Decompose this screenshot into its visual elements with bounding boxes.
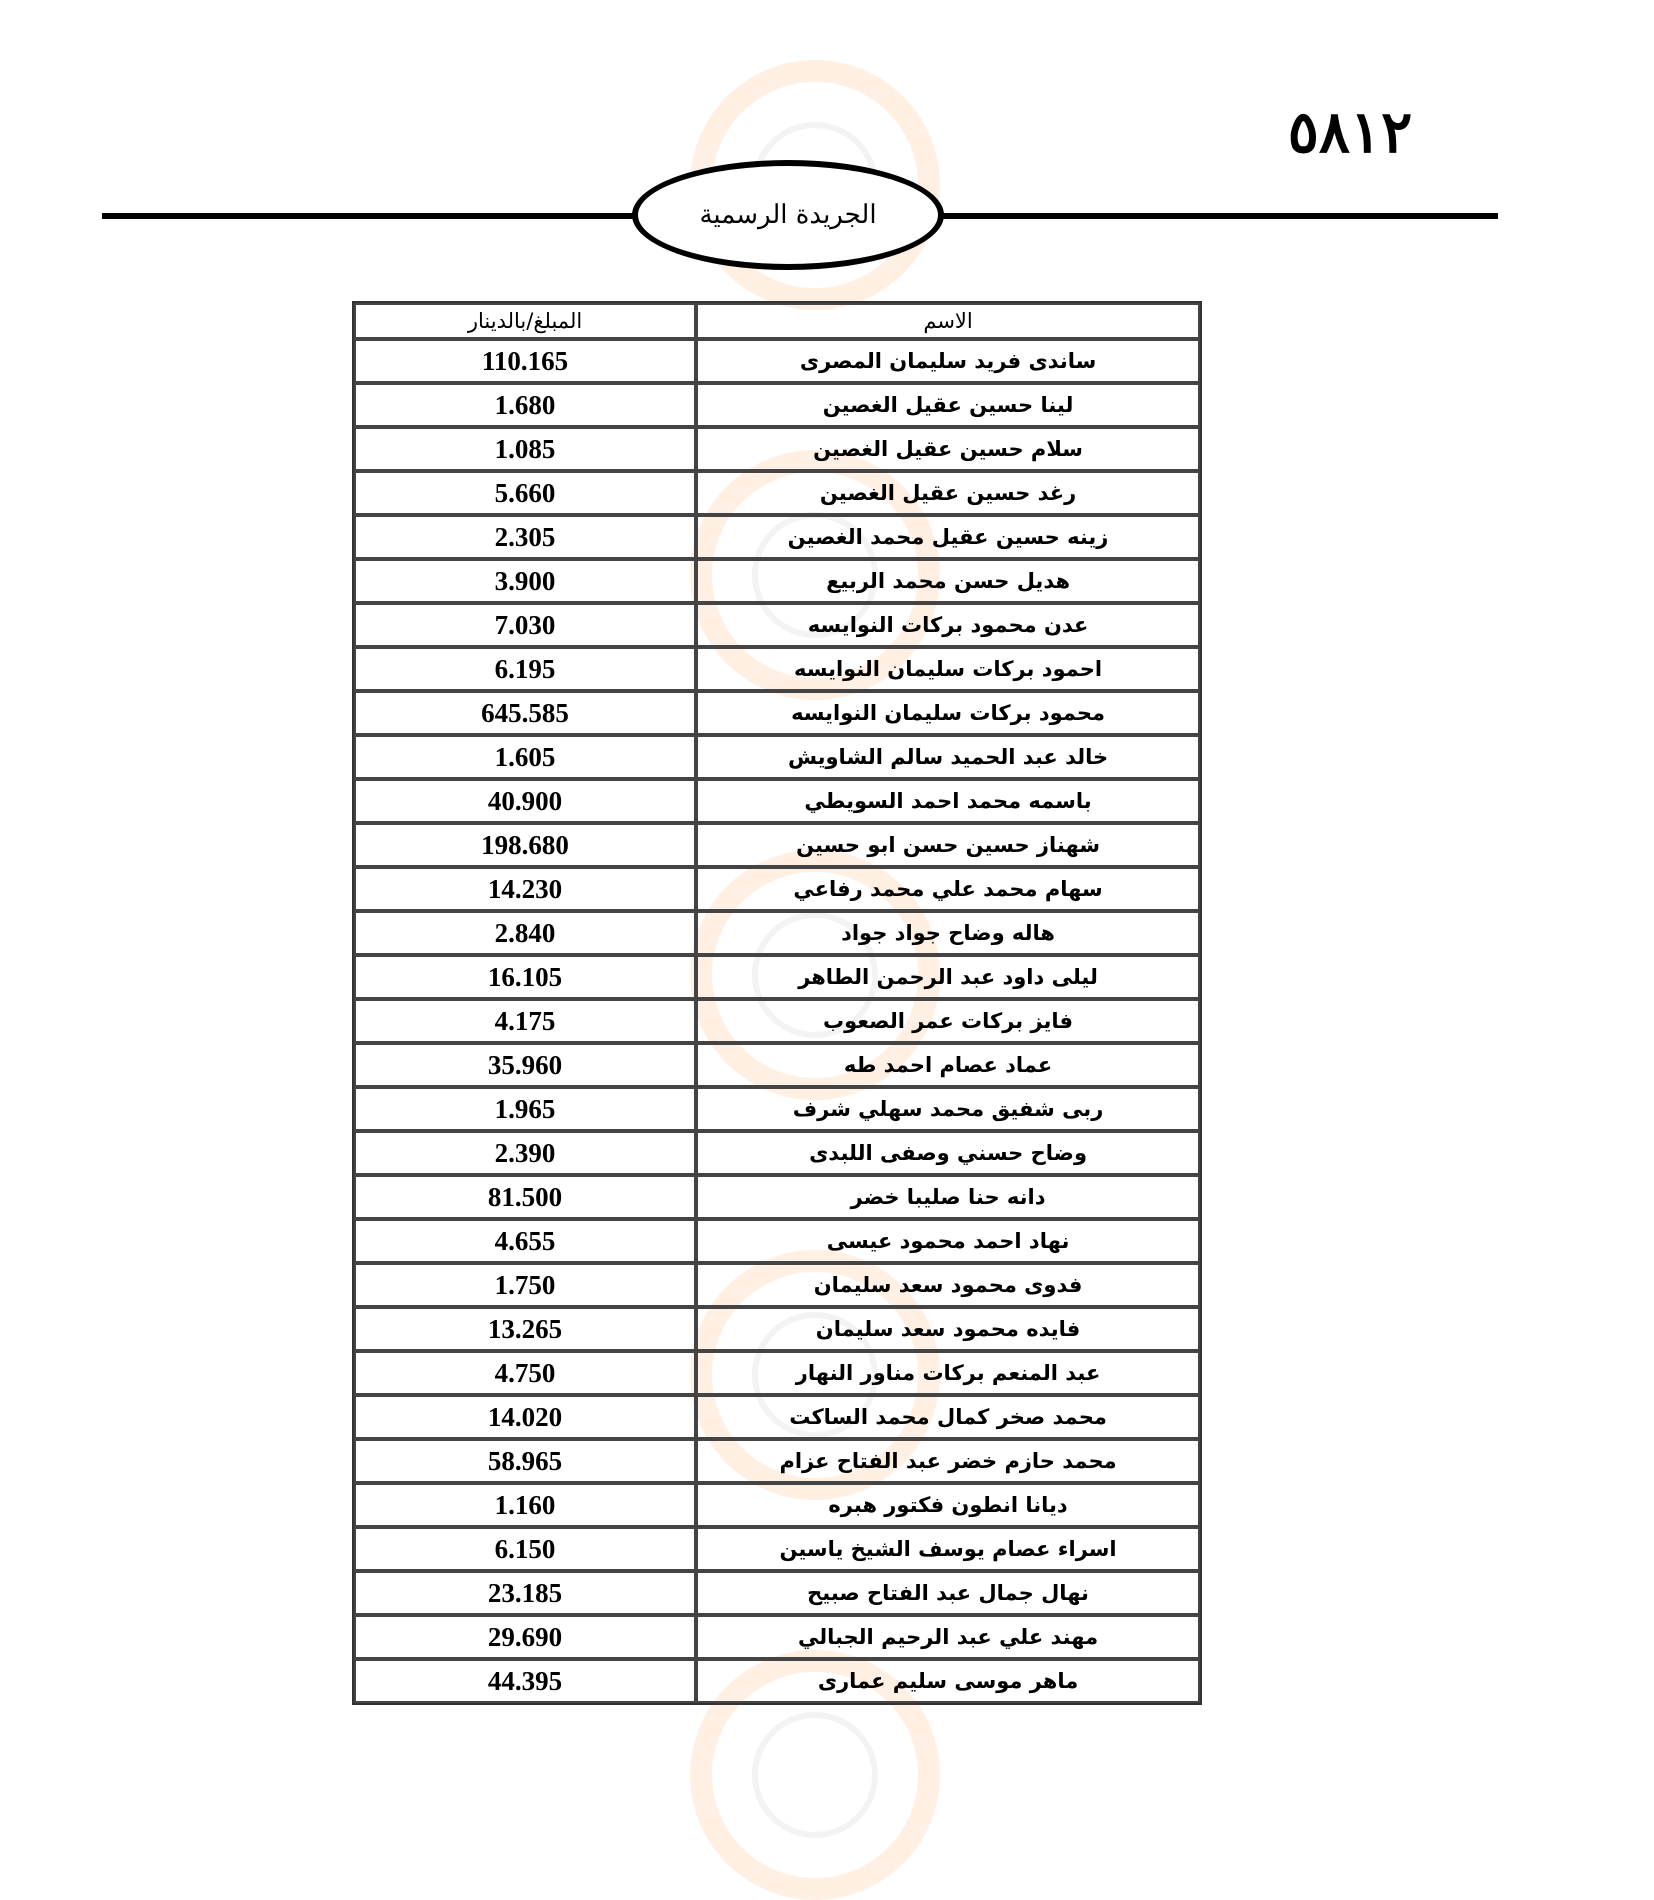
row-name: ساندى فريد سليمان المصرى: [696, 339, 1200, 383]
table-row: [354, 383, 1200, 427]
row-amount: 29.690: [354, 1615, 696, 1659]
row-amount: 4.655: [354, 1219, 696, 1263]
row-amount: 4.175: [354, 999, 696, 1043]
table-row: [354, 1527, 1200, 1571]
row-name: سهام محمد علي محمد رفاعي: [696, 867, 1200, 911]
row-amount: 6.195: [354, 647, 696, 691]
table-body: [354, 339, 1200, 1703]
row-amount: 198.680: [354, 823, 696, 867]
table-row: [354, 1087, 1200, 1131]
table-row: [354, 867, 1200, 911]
table-row: [354, 1659, 1200, 1703]
row-name: محمود بركات سليمان النوايسه: [696, 691, 1200, 735]
table-row: [354, 1263, 1200, 1307]
row-name: عدن محمود بركات النوايسه: [696, 603, 1200, 647]
row-amount: 6.150: [354, 1527, 696, 1571]
table-row: [354, 471, 1200, 515]
row-amount: 44.395: [354, 1659, 696, 1703]
table-row: [354, 1219, 1200, 1263]
row-name: فايز بركات عمر الصعوب: [696, 999, 1200, 1043]
row-amount: 1.160: [354, 1483, 696, 1527]
row-name: لينا حسين عقيل الغصين: [696, 383, 1200, 427]
row-amount: 1.750: [354, 1263, 696, 1307]
table-row: [354, 955, 1200, 999]
row-amount: 7.030: [354, 603, 696, 647]
row-amount: 16.105: [354, 955, 696, 999]
row-amount: 13.265: [354, 1307, 696, 1351]
header-amount: المبلغ/بالدينار: [354, 303, 696, 339]
row-name: باسمه محمد احمد السويطي: [696, 779, 1200, 823]
table-row: [354, 559, 1200, 603]
row-amount: 645.585: [354, 691, 696, 735]
row-amount: 110.165: [354, 339, 696, 383]
row-name: رغد حسين عقيل الغصين: [696, 471, 1200, 515]
row-name: وضاح حسني وصفى اللبدى: [696, 1131, 1200, 1175]
row-name: احمود بركات سليمان النوايسه: [696, 647, 1200, 691]
row-name: زينه حسين عقيل محمد الغصين: [696, 515, 1200, 559]
row-name: ديانا انطون فكتور هبره: [696, 1483, 1200, 1527]
row-amount: 1.605: [354, 735, 696, 779]
table-row: [354, 427, 1200, 471]
table-row: [354, 911, 1200, 955]
table-row: [354, 1131, 1200, 1175]
row-name: عبد المنعم بركات مناور النهار: [696, 1351, 1200, 1395]
table-row: [354, 647, 1200, 691]
table-row: [354, 1439, 1200, 1483]
row-amount: 1.680: [354, 383, 696, 427]
row-amount: 2.840: [354, 911, 696, 955]
amounts-table: [352, 301, 1202, 1705]
row-name: دانه حنا صليبا خضر: [696, 1175, 1200, 1219]
row-name: عماد عصام احمد طه: [696, 1043, 1200, 1087]
row-name: ماهر موسى سليم عمارى: [696, 1659, 1200, 1703]
row-amount: 23.185: [354, 1571, 696, 1615]
row-amount: 14.230: [354, 867, 696, 911]
row-name: هاله وضاح جواد جواد: [696, 911, 1200, 955]
row-name: ليلى داود عبد الرحمن الطاهر: [696, 955, 1200, 999]
row-name: محمد صخر كمال محمد الساكت: [696, 1395, 1200, 1439]
row-name: ربى شفيق محمد سهلي شرف: [696, 1087, 1200, 1131]
table-row: [354, 1395, 1200, 1439]
table-header-row: [354, 303, 1200, 339]
row-amount: 4.750: [354, 1351, 696, 1395]
row-name: نهال جمال عبد الفتاح صبيح: [696, 1571, 1200, 1615]
row-amount: 40.900: [354, 779, 696, 823]
table-row: [354, 1043, 1200, 1087]
table-row: [354, 999, 1200, 1043]
masthead-title: الجريدة الرسمية: [632, 160, 944, 270]
table-row: [354, 515, 1200, 559]
table-row: [354, 603, 1200, 647]
row-amount: 2.390: [354, 1131, 696, 1175]
row-name: مهند علي عبد الرحيم الجبالي: [696, 1615, 1200, 1659]
row-name: فايده محمود سعد سليمان: [696, 1307, 1200, 1351]
table-row: [354, 1175, 1200, 1219]
row-name: سلام حسين عقيل الغصين: [696, 427, 1200, 471]
row-name: فدوى محمود سعد سليمان: [696, 1263, 1200, 1307]
row-amount: 58.965: [354, 1439, 696, 1483]
row-amount: 35.960: [354, 1043, 696, 1087]
row-amount: 1.085: [354, 427, 696, 471]
row-name: خالد عبد الحميد سالم الشاويش: [696, 735, 1200, 779]
row-amount: 3.900: [354, 559, 696, 603]
row-name: محمد حازم خضر عبد الفتاح عزام: [696, 1439, 1200, 1483]
row-amount: 5.660: [354, 471, 696, 515]
table-row: [354, 735, 1200, 779]
table-row: [354, 691, 1200, 735]
row-amount: 14.020: [354, 1395, 696, 1439]
row-name: هديل حسن محمد الربيع: [696, 559, 1200, 603]
table-row: [354, 1307, 1200, 1351]
table-row: [354, 779, 1200, 823]
table-row: [354, 823, 1200, 867]
row-amount: 81.500: [354, 1175, 696, 1219]
table-row: [354, 1615, 1200, 1659]
row-name: اسراء عصام يوسف الشيخ ياسين: [696, 1527, 1200, 1571]
table-row: [354, 1351, 1200, 1395]
table-row: [354, 1571, 1200, 1615]
row-amount: 2.305: [354, 515, 696, 559]
row-amount: 1.965: [354, 1087, 696, 1131]
row-name: شهناز حسين حسن ابو حسين: [696, 823, 1200, 867]
header-name: الاسم: [696, 303, 1200, 339]
table-row: [354, 339, 1200, 383]
table-row: [354, 1483, 1200, 1527]
page-number: ٥٨١٢: [1287, 98, 1413, 166]
row-name: نهاد احمد محمود عيسى: [696, 1219, 1200, 1263]
